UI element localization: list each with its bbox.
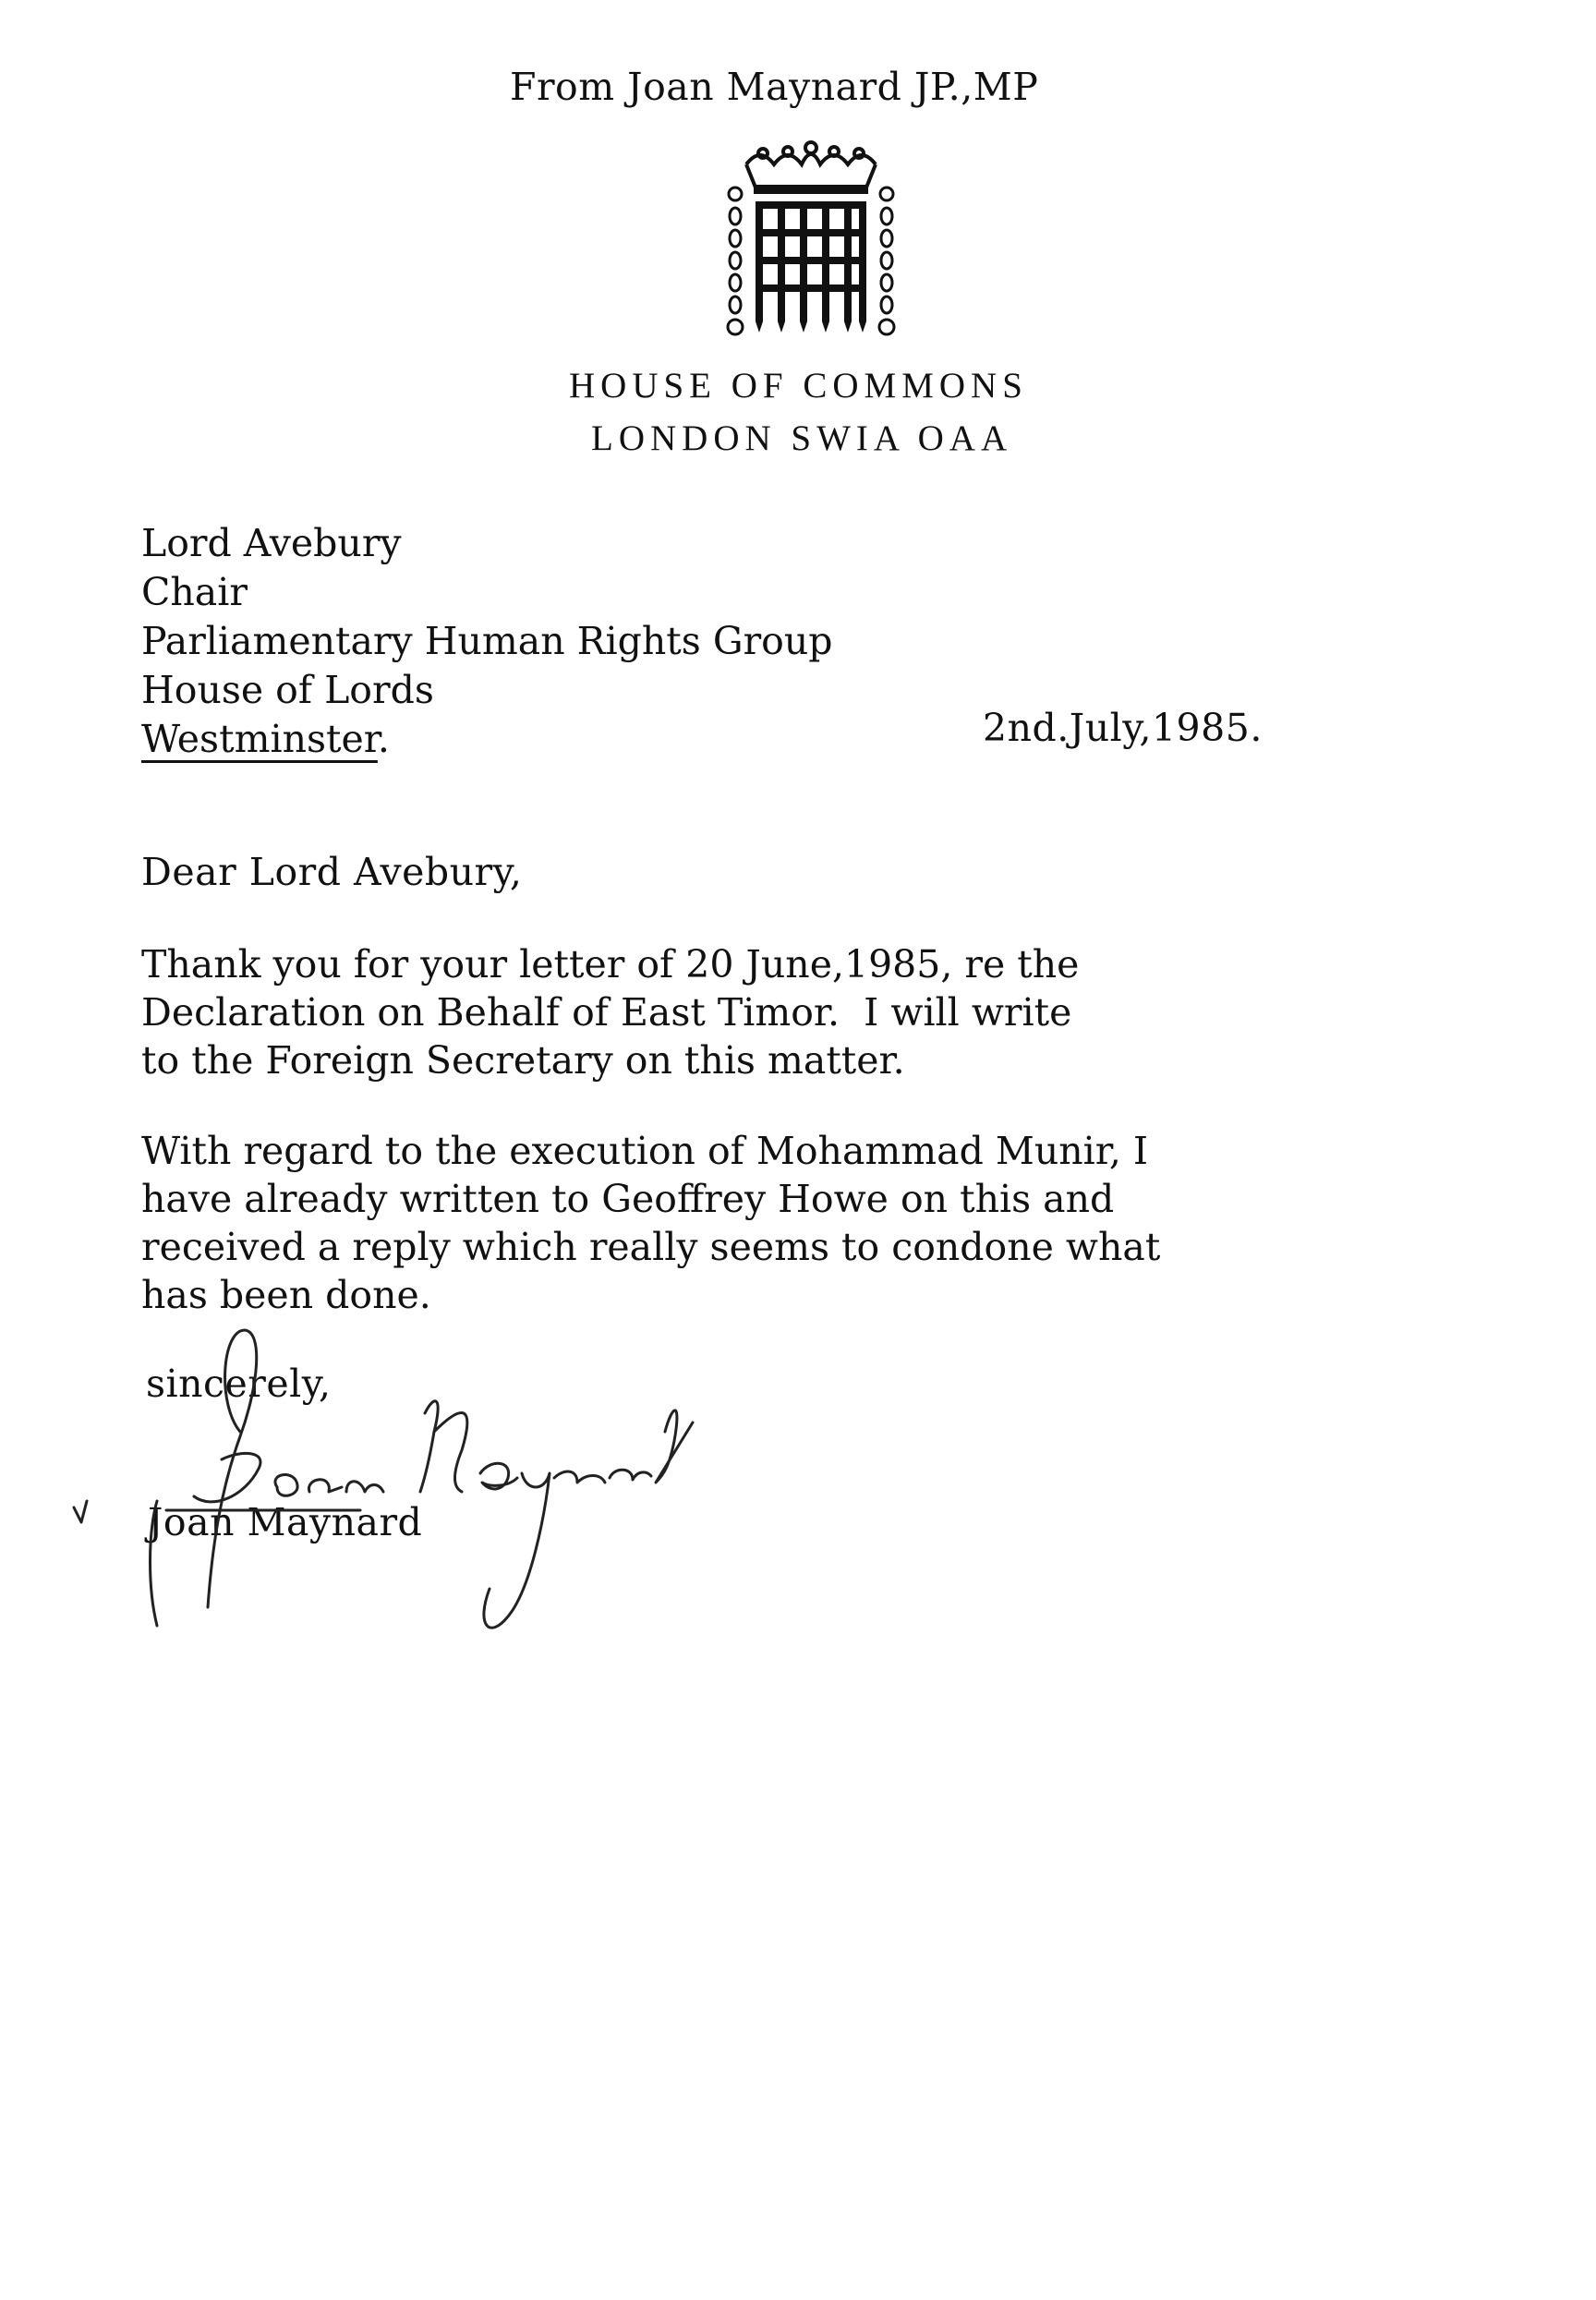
body-paragraph-1: Thank you for your letter of 20 June,1985, re the Declaration on Behalf of East Timor. I will write to the Foreign Secretary on this matter.: [141, 942, 1080, 1083]
recipient-city-name: Westminster: [141, 717, 378, 761]
closing: sincerely,: [146, 1362, 332, 1406]
recipient-organisation: Parliamentary Human Rights Group: [141, 619, 833, 663]
handwritten-signature: [55, 1312, 720, 1681]
recipient-name: Lord Avebury: [141, 521, 402, 565]
letterhead-address: LONDON SWIA OAA: [591, 418, 1013, 458]
recipient-house: House of Lords: [141, 668, 434, 712]
printed-name: Joan Maynard: [148, 1500, 423, 1544]
letterhead-house: HOUSE OF COMMONS: [569, 366, 1028, 406]
letter-date: 2nd.July,1985.: [983, 706, 1263, 750]
body-paragraph-2: With regard to the execution of Mohammad Munir, I have already written to Geoffrey Howe on this and received a reply which really seems to condone what has been done.: [141, 1129, 1161, 1317]
recipient-city: [141, 715, 833, 764]
recipient-address: [141, 519, 833, 764]
from-line: From Joan Maynard JP.,MP: [510, 65, 1039, 109]
portcullis-crown-icon: [719, 137, 903, 340]
recipient-city-period: .: [377, 717, 390, 761]
salutation: Dear Lord Avebury,: [141, 850, 523, 894]
recipient-title: Chair: [141, 570, 248, 614]
